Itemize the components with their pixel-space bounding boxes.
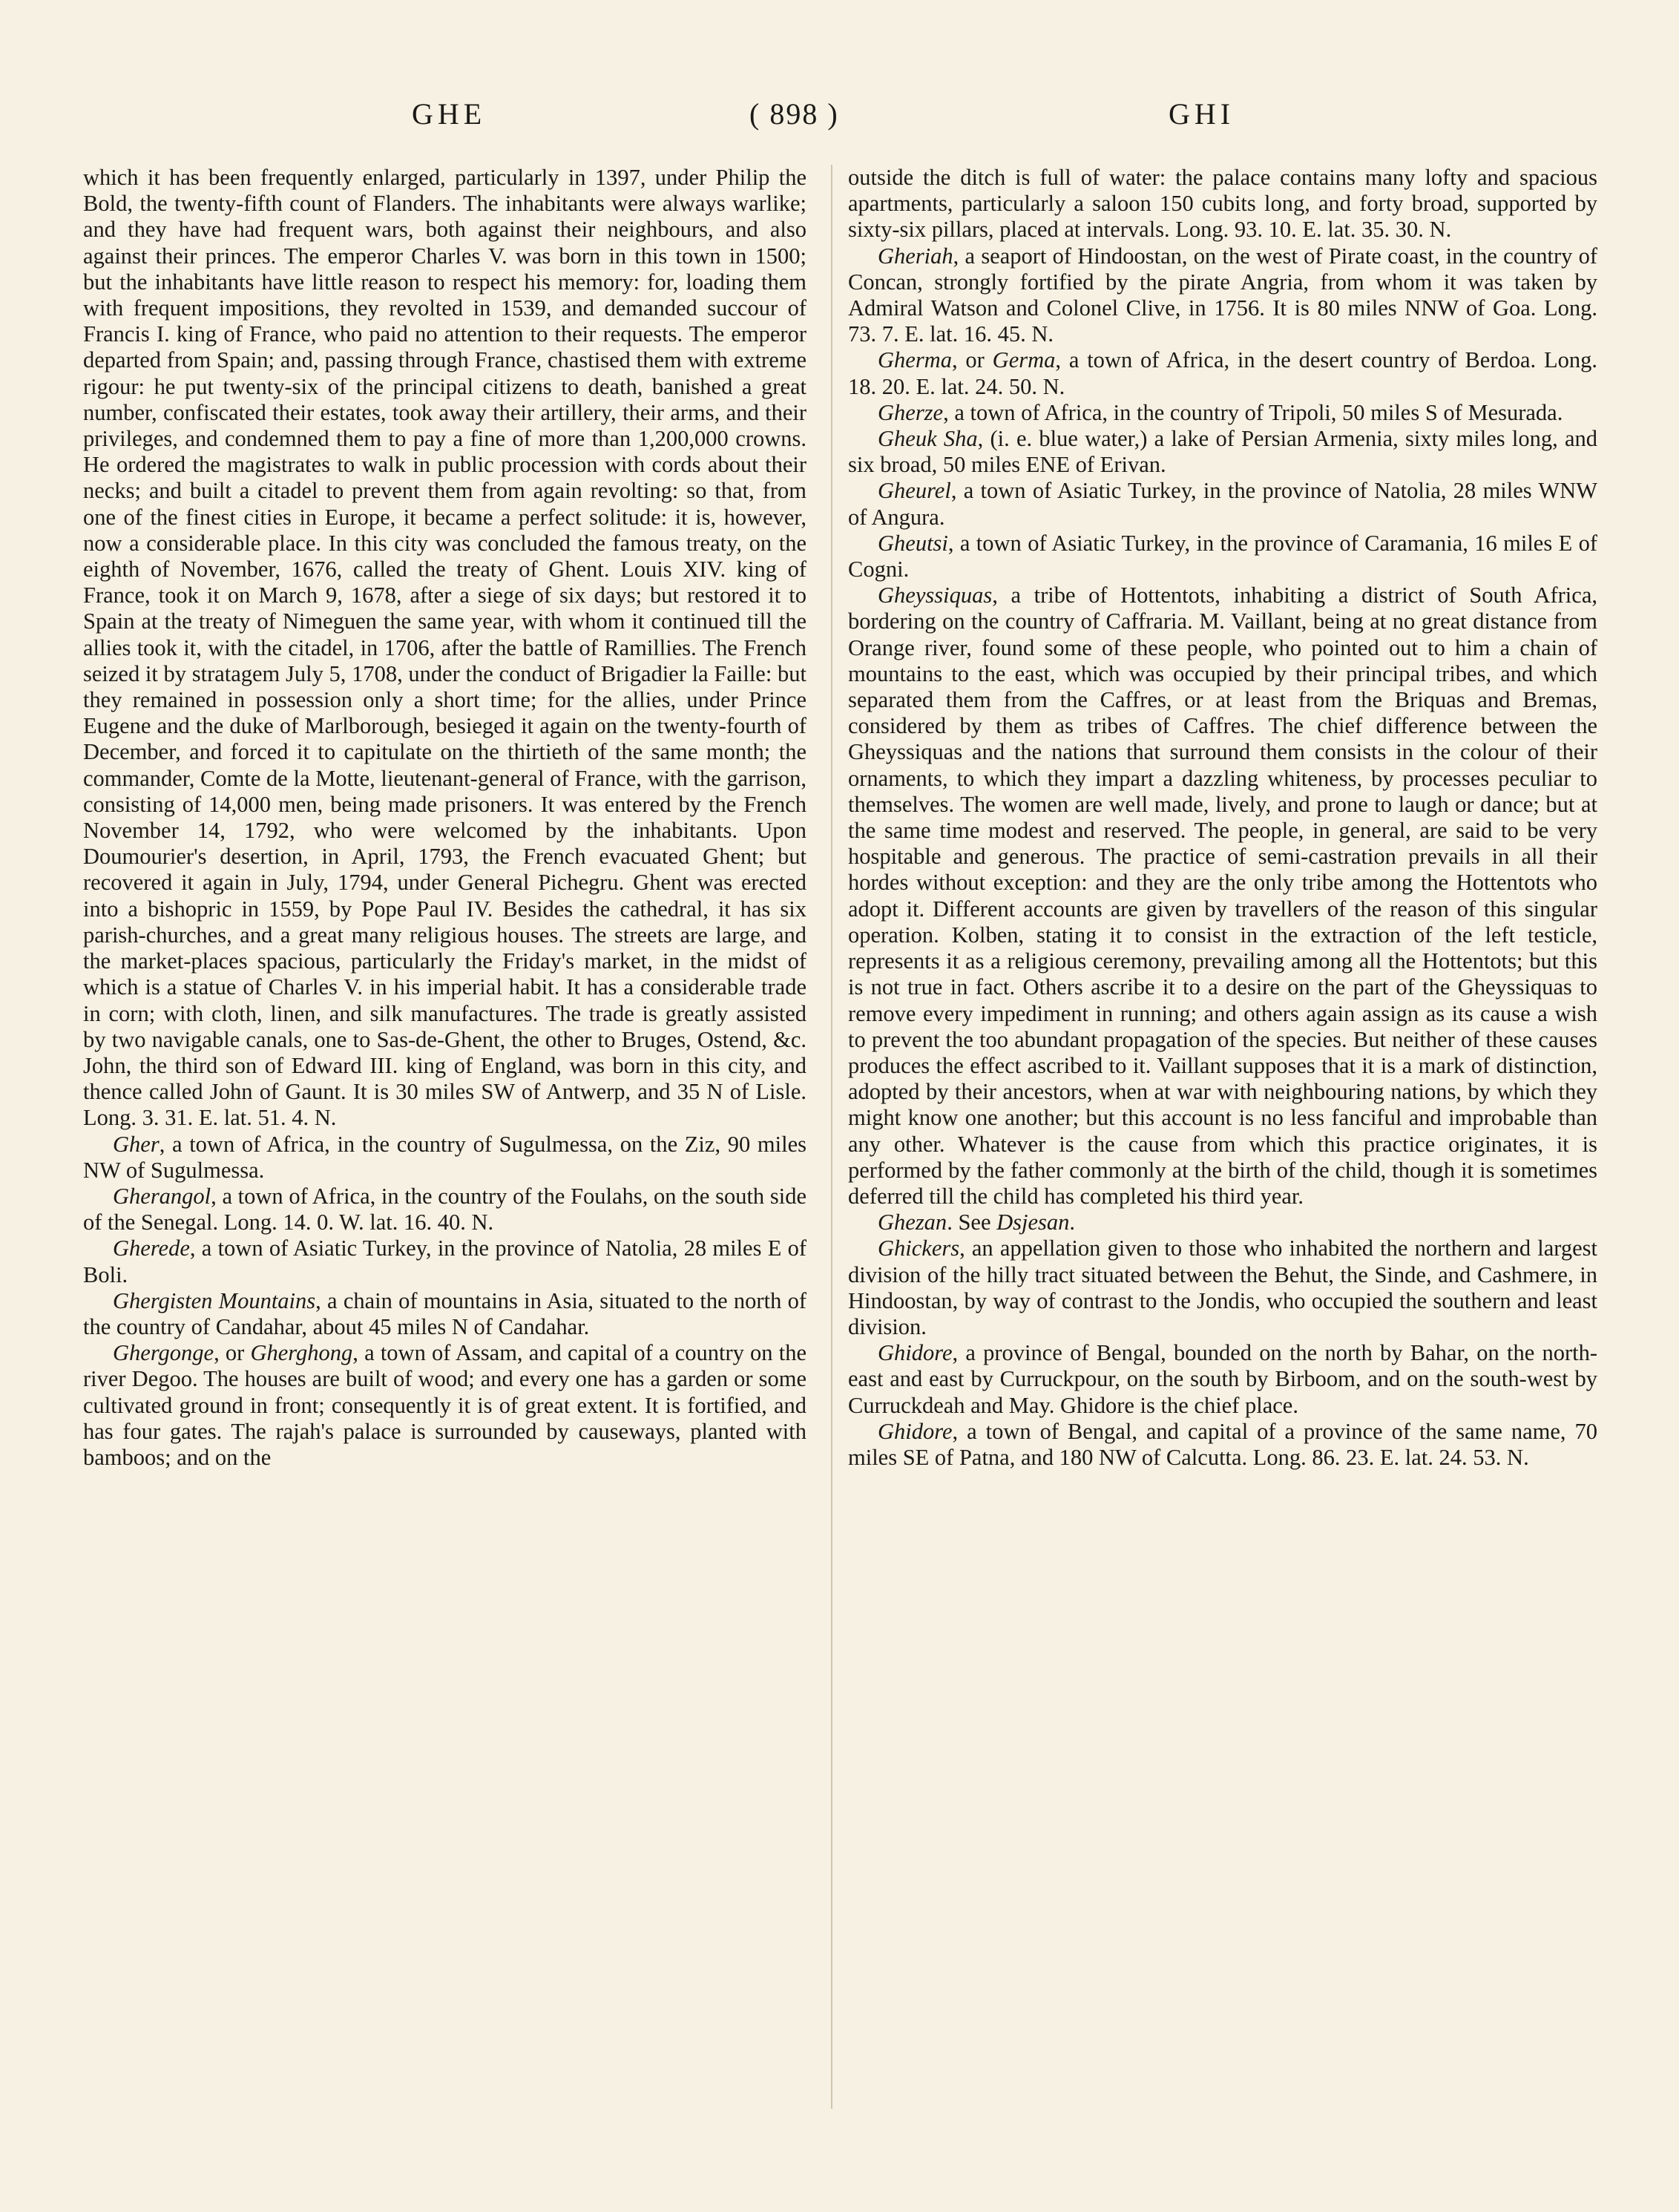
- headword: Gheriah: [878, 243, 953, 269]
- page-number: ( 898 ): [749, 97, 839, 131]
- entry-text: , a town of Asiatic Turkey, in the province of Caramania, 16 miles E of Cogni.: [848, 530, 1597, 582]
- entry-text: , a town of Assam, and capital of a country on the river Degoo. The houses are built of wood; and every one has a garden or some cultivated ground in front; consequently it is of great extent. It is fortified, and has four gates. The rajah's palace is surrounded by causeways, planted with bamboos; and on the: [83, 1340, 806, 1470]
- entry-ghidore-province: [848, 1340, 1597, 1419]
- headword: Gherma: [878, 347, 952, 373]
- entry-gheurel: [848, 478, 1597, 530]
- entry-text: , a tribe of Hottentots, inhabiting a district of South Africa, bordering on the country of Caffraria. M. Vaillant, being at no great distance from Orange river, found some of these people, who pointed out to him a chain of mountains to the east, which was occupied by their principal tribes, and which separated them from the Caffres, or at least from the Briquas and Bremas, considered by them as tribes of Caffres. The chief difference between the Gheyssiquas and the nations that surround them consists in the colour of their ornaments, to which they impart a dazzling whiteness, by processes peculiar to themselves. The women are well made, lively, and prone to laugh or dance; but at the same time modest and reserved. The people, in general, are said to be very hospitable and generous. The practice of semi-castration prevails in all their hordes without exception: and they are the only tribe among the Hottentots who adopt it. Different accounts are given by travellers of the reason of this singular operation. Kolben, stating it to consist in the extraction of the left testicle, represents it as a religious ceremony, prevailing among all the Hottentots; but this is not true in fact. Others ascribe it to a desire on the part of the Gheyssiquas to remove every impediment in running; and others again assign as its cause a wish to prevent the too abundant propagation of the species. But neither of these causes produces the effect ascribed to it. Vaillant supposes that it is a mark of distinction, adopted by their ancestors, when at war with neighbouring nations, by which they might know one another; but this account is no less fanciful and improbable than any other. Whatever is the cause from which this practice originates, it is performed by the father commonly at the birth of the child, though it is sometimes deferred till the child has completed his third year.: [848, 582, 1597, 1209]
- entry-text: , a seaport of Hindoostan, on the west of Pirate coast, in the country of Concan, strongly fortified by the pirate Angria, from whom it was taken by Admiral Watson and Colonel Clive, in 1756. It is 80 miles NNW of Goa. Long. 73. 7. E. lat. 16. 45. N.: [848, 243, 1597, 347]
- headword: Ghergisten Mountains: [113, 1287, 316, 1313]
- headword: Gheyssiquas: [878, 582, 993, 608]
- entry-ghezan: [848, 1210, 1597, 1235]
- entry-text: , a chain of mountains in Asia, situated to the north of the country of Candahar, about 45 miles N of Candahar.: [83, 1287, 806, 1339]
- entry-text: , a province of Bengal, bounded on the north by Bahar, on the north-east and east by Curruckpour, on the south by Birboom, and on the south-west by Curruckdeah and May. Ghidore is the chief place.: [848, 1340, 1597, 1418]
- headword: Ghidore: [878, 1340, 953, 1366]
- headword-variant: Germa: [992, 347, 1056, 373]
- headword: Ghidore: [878, 1418, 953, 1444]
- entry-gher: [83, 1132, 806, 1184]
- entry-text: , an appellation given to those who inhabited the northern and largest division of the hilly tract situated between the Behut, the Sinde, and Cashmere, in Hindoostan, by way of contrast to the Jondis, who occupied the southern and least division.: [848, 1235, 1597, 1339]
- running-head-right: GHI: [1169, 97, 1235, 131]
- entry-gherma: [848, 347, 1597, 399]
- headword: Gheuk Sha: [878, 426, 978, 452]
- entry-ghickers: [848, 1235, 1597, 1340]
- cross-reference: Dsjesan: [996, 1210, 1070, 1235]
- entry-gherze: [848, 400, 1597, 426]
- entry-text: , a town of Africa, in the country of the Foulahs, on the south side of the Senegal. Long. 14. 0. W. lat. 16. 40. N.: [83, 1183, 806, 1235]
- ghergonge-entry-continuation: outside the ditch is full of water: the palace contains many lofty and spacious apartments, particularly a saloon 150 cubits long, and forty broad, supported by sixty-six pillars, placed at intervals. Long. 93. 10. E. lat. 35. 30. N.: [848, 165, 1597, 243]
- entry-gheriah: [848, 243, 1597, 348]
- headword: Ghezan: [878, 1210, 947, 1235]
- headword-variant: Gherghong: [250, 1340, 353, 1366]
- entry-gherede: [83, 1235, 806, 1287]
- entry-gheyssiquas: [848, 582, 1597, 1210]
- entry-text: , a town of Africa, in the country of Sugulmessa, on the Ziz, 90 miles NW of Sugulmessa.: [83, 1131, 806, 1183]
- entry-text: . See: [947, 1210, 997, 1235]
- entry-text: , a town of Africa, in the desert country of Berdoa. Long. 18. 20. E. lat. 24. 50. N.: [848, 347, 1597, 399]
- entry-text: , or: [951, 347, 993, 373]
- headword: Ghickers: [878, 1235, 960, 1261]
- headword: Gheutsi: [878, 530, 948, 556]
- ghent-entry-continuation: which it has been frequently enlarged, particularly in 1397, under Philip the Bold, the twenty-fifth count of Flanders. The inhabitants were always warlike; and they have had frequent wars, both against their neighbours, and also against their princes. The emperor Charles V. was born in this town in 1500; but the inhabitants have little reason to respect his memory: for, loading them with frequent impositions, they revolted in 1539, and demanded succour of Francis I. king of France, who paid no attention to their requests. The emperor departed from Spain; and, passing through France, chastised them with extreme rigour: he put twenty-six of the principal citizens to death, banished a great number, confiscated their estates, took away their artillery, their arms, and their privileges, and condemned them to pay a fine of more than 1,200,000 crowns. He ordered the magistrates to walk in public procession with cords about their necks; and built a citadel to prevent them from again revolting: so that, from one of the finest cities in Europe, it became a perfect solitude: it is, however, now a considerable place. In this city was concluded the famous treaty, on the eighth of November, 1676, called the treaty of Ghent. Louis XIV. king of France, took it on March 9, 1678, after a siege of six days; but restored it to Spain at the treaty of Nimeguen the same year, with whom it continued till the allies took it, with the citadel, in 1706, after the battle of Ramillies. The French seized it by stratagem July 5, 1708, under the conduct of Brigadier la Faille: but they remained in possession only a short time; for the allies, under Prince Eugene and the duke of Marlborough, besieged it again on the twenty-fourth of December, and forced it to capitulate on the thirtieth of the same month; the commander, Comte de la Motte, lieutenant-general of France, with the garrison, consisting of 14,000 men, being made prisoners. It was entered by the French November 14, 1792, who were welcomed by the inhabitants. Upon Doumourier's desertion, in April, 1793, the French evacuated Ghent; but recovered it again in July, 1794, under General Pichegru. Ghent was erected into a bishopric in 1559, by Pope Paul IV. Besides the cathedral, it has six parish-churches, and a great many religious houses. The streets are large, and the market-places spacious, particularly the Friday's market, in the midst of which is a statue of Charles V. in his imperial habit. It has a considerable trade in corn; with cloth, linen, and silk manufactures. The trade is greatly assisted by two navigable canals, one to Sas-de-Ghent, the other to Bruges, Ostend, &c. John, the third son of Edward III. king of England, was born in this city, and thence called John of Gaunt. It is 30 miles SW of Antwerp, and 35 N of Lisle. Long. 3. 31. E. lat. 51. 4. N.: [83, 165, 806, 1131]
- column-divider: [831, 165, 832, 2109]
- entry-text: , a town of Africa, in the country of Tripoli, 50 miles S of Mesurada.: [943, 399, 1563, 425]
- entry-text: , a town of Asiatic Turkey, in the province of Natolia, 28 miles E of Boli.: [83, 1235, 806, 1287]
- headword: Gherze: [878, 399, 944, 425]
- entry-text: , a town of Bengal, and capital of a province of the same name, 70 miles SE of Patna, and 180 NW of Calcutta. Long. 86. 23. E. lat. 24. 53. N.: [848, 1418, 1597, 1470]
- entry-gheuk-sha: [848, 426, 1597, 478]
- entry-gheutsi: [848, 531, 1597, 582]
- right-column: [848, 165, 1597, 2176]
- left-column: [83, 165, 806, 2176]
- entry-text: , (i. e. blue water,) a lake of Persian Armenia, sixty miles long, and six broad, 50 miles ENE of Erivan.: [848, 426, 1597, 478]
- entry-ghergisten-mountains: [83, 1288, 806, 1340]
- entry-text: .: [1069, 1210, 1076, 1235]
- running-head-left: GHE: [412, 97, 487, 131]
- headword: Gheurel: [878, 478, 951, 504]
- running-head: [0, 96, 1679, 141]
- entry-ghidore-town: [848, 1419, 1597, 1471]
- entry-ghergonge: [83, 1340, 806, 1471]
- headword: Gherede: [113, 1235, 190, 1261]
- entry-text: , a town of Asiatic Turkey, in the province of Natolia, 28 miles WNW of Angura.: [848, 478, 1597, 530]
- entry-gherangol: [83, 1184, 806, 1235]
- headword: Gherangol: [113, 1183, 211, 1209]
- headword: Ghergonge: [113, 1340, 214, 1366]
- headword: Gher: [113, 1131, 160, 1157]
- entry-text: , or: [214, 1340, 251, 1366]
